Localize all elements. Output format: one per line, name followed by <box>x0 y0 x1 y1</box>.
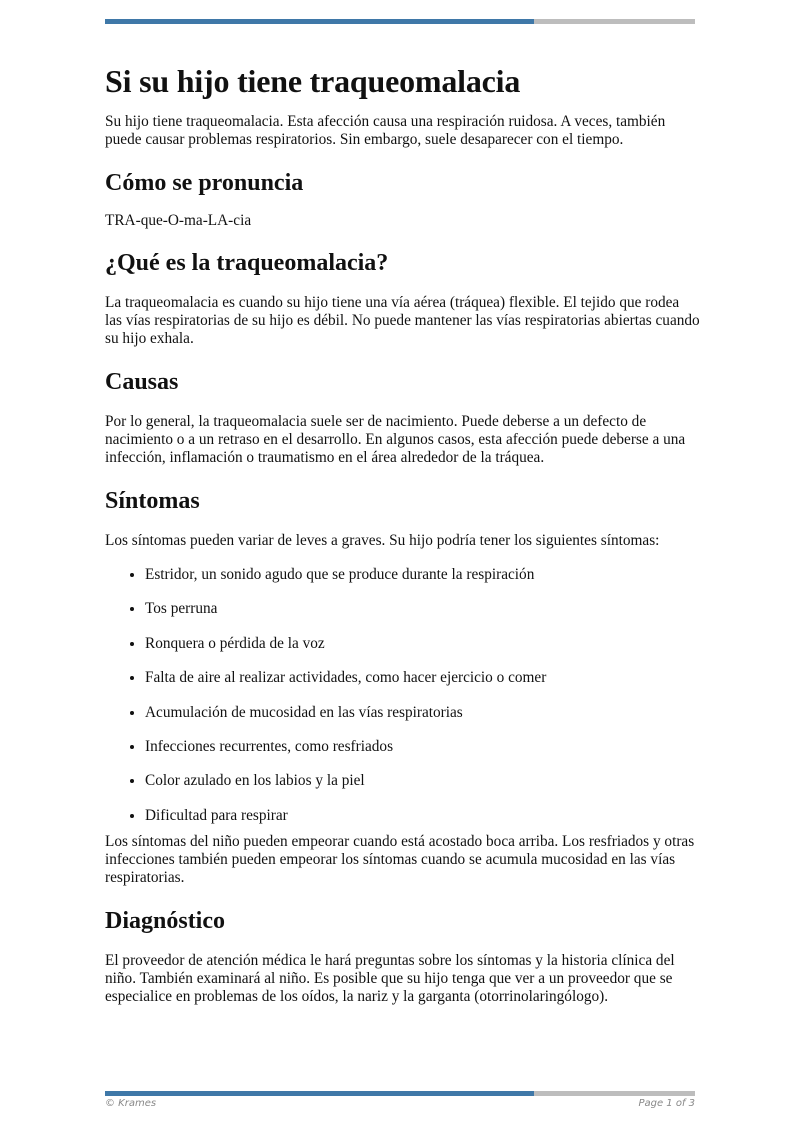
list-item: • Color azulado en los labios y la piel <box>145 772 700 806</box>
header-accent-bar-blue <box>105 19 534 24</box>
section-heading: Diagnóstico <box>105 907 225 934</box>
section-heading: Cómo se pronuncia <box>105 169 304 196</box>
copyright-text: © Krames <box>105 1098 157 1109</box>
page-title: Si su hijo tiene traqueomalacia <box>105 63 521 99</box>
document-body <box>105 52 700 1006</box>
section-diagnosis <box>105 905 700 1007</box>
header-accent-bar <box>105 19 695 24</box>
section-heading: Síntomas <box>105 487 200 514</box>
page-footer <box>105 1098 695 1109</box>
list-item: • Tos perruna <box>145 600 700 634</box>
footer-accent-bar-blue <box>105 1091 534 1096</box>
list-item: • Acumulación de mucosidad en las vías respiratorias <box>145 704 700 738</box>
header-accent-bar-gray <box>534 19 695 24</box>
section-heading: Causas <box>105 368 179 395</box>
list-item: • Infecciones recurrentes, como resfriados <box>145 738 700 772</box>
section-paragraph-after-list: Los síntomas del niño pueden empeorar cuando está acostado boca arriba. Los resfriados y otras infecciones también pueden empeorar los síntomas cuando se acumula mucosidad en las vías respiratorias. <box>105 832 695 887</box>
section-heading: ¿Qué es la traqueomalacia? <box>105 249 389 276</box>
footer-accent-bar <box>105 1091 695 1096</box>
list-item: • Estridor, un sonido agudo que se produce durante la respiración <box>145 566 700 600</box>
section-pronunciation <box>105 167 700 230</box>
section-paragraph: Por lo general, la traqueomalacia suele ser de nacimiento. Puede deberse a un defecto de nacimiento o a un retraso en el desarrollo. En algunos casos, esta afección puede deberse a una infección, inflamación o traumatismo en el área alrededor de la tráquea. <box>105 412 686 467</box>
section-what-is <box>105 247 700 349</box>
footer-accent-bar-gray <box>534 1091 695 1096</box>
list-item: • Falta de aire al realizar actividades, como hacer ejercicio o comer <box>145 669 700 703</box>
section-paragraph: Los síntomas pueden variar de leves a graves. Su hijo podría tener los siguientes síntomas: <box>105 531 660 549</box>
section-causes <box>105 366 700 468</box>
section-paragraph: La traqueomalacia es cuando su hijo tiene una vía aérea (tráquea) flexible. El tejido que rodea las vías respiratorias de su hijo es débil. No puede mantener las vías respiratorias abiertas cuando su hijo exhala. <box>105 293 700 348</box>
list-item: • Ronquera o pérdida de la voz <box>145 635 700 669</box>
list-item: • Dificultad para respirar <box>145 807 700 833</box>
section-paragraph: TRA-que-O-ma-LA-cia <box>105 211 252 229</box>
page-indicator: Page 1 of 3 <box>638 1098 695 1109</box>
intro-paragraph: Su hijo tiene traqueomalacia. Esta afección causa una respiración ruidosa. A veces, también puede causar problemas respiratorios. Sin embargo, suele desaparecer con el tiempo. <box>105 113 666 149</box>
section-paragraph: El proveedor de atención médica le hará preguntas sobre los síntomas y la historia clínica del niño. También examinará al niño. Es posible que su hijo tenga que ver a un proveedor que se especialice en problemas de los oídos, la nariz y la garganta (otorrinolaringólogo). <box>105 951 675 1006</box>
section-symptoms <box>105 485 700 888</box>
symptoms-list <box>105 566 700 833</box>
